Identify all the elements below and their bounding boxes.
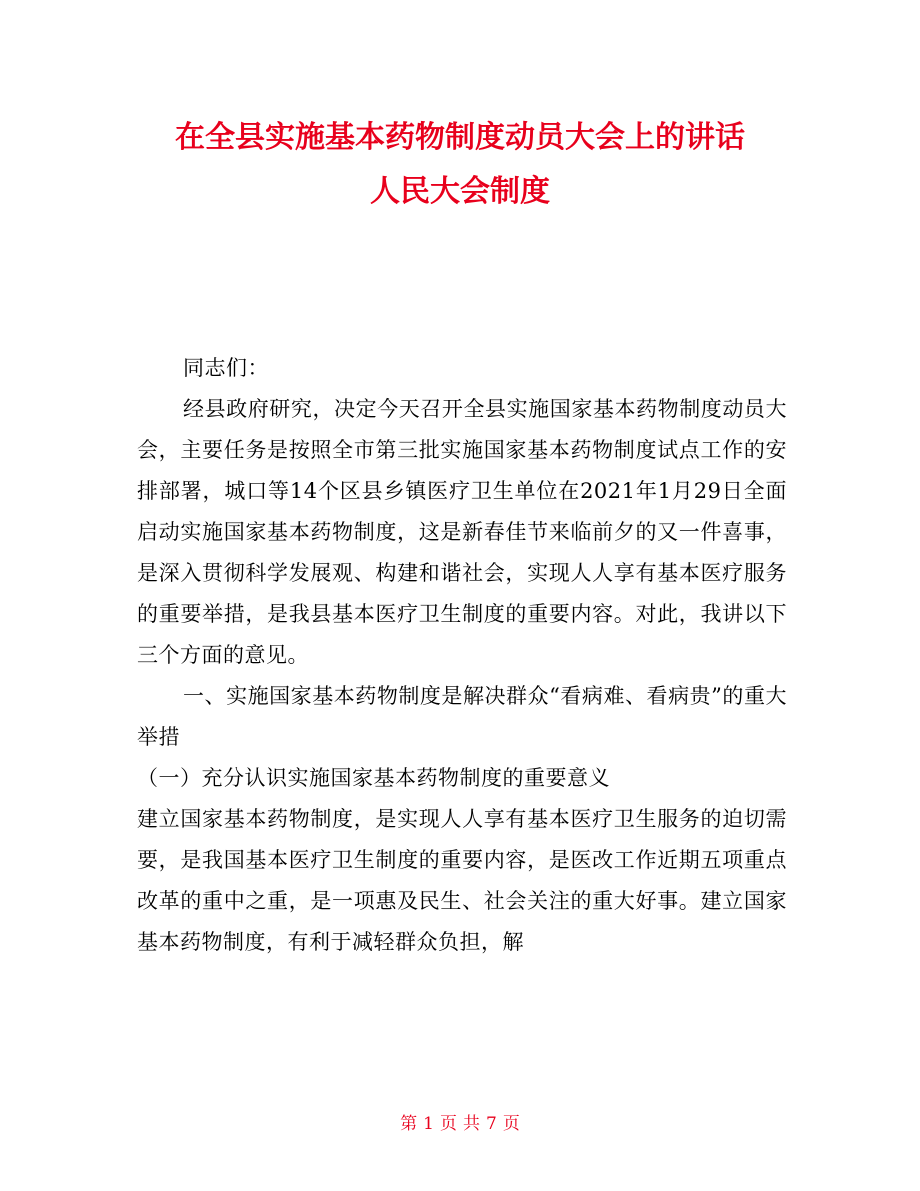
paragraph-section-heading: 一、实施国家基本药物制度是解决群众“看病难、看病贵”的重大举措 — [137, 684, 787, 749]
document-body — [137, 348, 787, 963]
footer-page-word: 页 — [440, 1114, 457, 1134]
paragraph-intro: 经县政府研究，决定今天召开全县实施国家基本药物制度动员大会，主要任务是按照全市第三批实施国家基本药物制度试点工作的安排部署，城口等14个区县乡镇医疗卫生单位在2021年1月29日全面启动实施国家基本药物制度，这是新春佳节来临前夕的又一件喜事，是深入贯彻科学发展观、构建和谐社会，实现人人享有基本医疗服务的重要举措，是我县基本医疗卫生制度的重要内容。对此，我讲以下三个方面的意见。 — [137, 397, 787, 667]
footer-current-page: 1 — [423, 1114, 434, 1134]
footer-total-prefix: 共 — [463, 1114, 480, 1134]
footer-suffix: 页 — [502, 1114, 520, 1134]
paragraph-subsection-heading: （一）充分认识实施国家基本药物制度的重要意义 — [137, 766, 610, 790]
document-title-line-2: 人民大会制度 — [370, 174, 550, 209]
page-footer — [0, 1112, 920, 1136]
paragraph-body: 建立国家基本药物制度，是实现人人享有基本医疗卫生服务的迫切需要，是我国基本医疗卫生制度的重要内容，是医改工作近期五项重点改革的重中之重，是一项惠及民生、社会关注的重大好事。建立国家基本药物制度，有利于减轻群众负担，解 — [137, 807, 787, 954]
footer-total-pages: 7 — [486, 1114, 497, 1134]
paragraph-salutation: 同志们： — [183, 356, 269, 380]
document-title-line-1: 在全县实施基本药物制度动员大会上的讲话 — [175, 120, 745, 155]
footer-prefix: 第 — [400, 1114, 418, 1134]
